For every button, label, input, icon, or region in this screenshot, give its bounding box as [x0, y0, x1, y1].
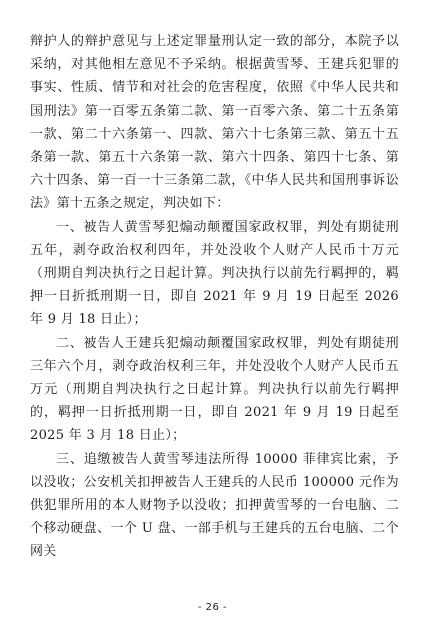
paragraph-sentencing-basis: 辩护人的辩护意见与上述定罪量刑认定一致的部分，本院予以采纳，对其他相左意见不予采纳。根据黄雪琴、王建兵犯罪的事实、性质、情节和对社会的危害程度，依照《中华人民共和国刑法》第一百零五条第二款、第一百零六条、第二十五条第一款、第二十六条第一、四款、第六十七条第三款、第五十五条第一款、第五十六条第一款、第六十四条、第四十七条、第六十四条、第一百一十三条第二款，《中华人民共和国刑事诉讼法》第十五条之规定，判决如下： — [30, 34, 399, 212]
paragraph-confiscation: 三、追缴被告人黄雪琴违法所得 10000 菲律宾比索，予以没收；公安机关扣押被告人王建兵的人民币 100000 元作为供犯罪所用的本人财物予以没收；扣押黄雪琴的一台电脑、二个移动硬盘、一个 U 盘、一部手机与王建兵的五台电脑、二个网关 — [30, 451, 399, 560]
paragraph-verdict-wang-jianbing: 二、被告人王建兵犯煽动颠覆国家政权罪，判处有期徒刑三年六个月，剥夺政治权利三年，并处没收个人财产人民币五万元（刑期自判决执行之日起计算。判决执行以前先行羁押的，羁押一日折抵刑期一日，即自 2021 年 9 月 19 日起至 2025 年 3 月 18 日止）； — [30, 335, 399, 444]
page-number: - 26 - — [197, 602, 228, 613]
paragraph-verdict-huang-xueqin: 一、被告人黄雪琴犯煽动颠覆国家政权罪，判处有期徒刑五年，剥夺政治权利四年，并处没收个人财产人民币十万元（刑期自判决执行之日起计算。判决执行以前先行羁押的，羁押一日折抵刑期一日，即自 2021 年 9 月 19 日起至 2026 年 9 月 18 日止）； — [30, 219, 399, 328]
